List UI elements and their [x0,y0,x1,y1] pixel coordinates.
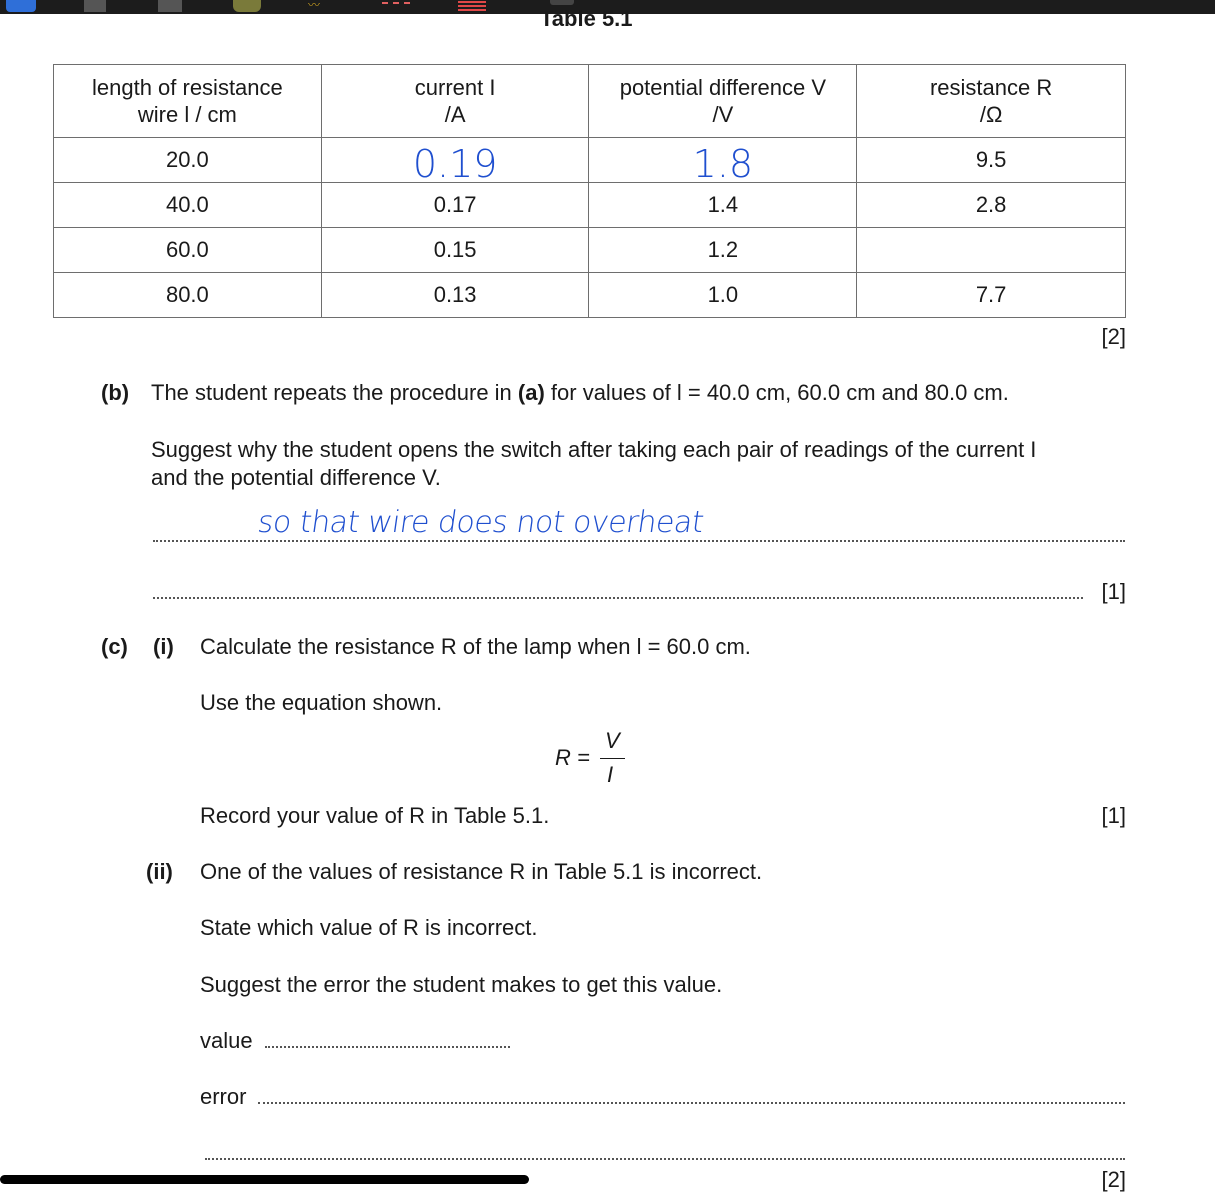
part-c-ii-label: (ii) [146,859,173,884]
cell-length: 40.0 [54,183,322,228]
table-row [54,228,1126,273]
error-answer-line[interactable] [258,1102,1125,1104]
part-c-ii-line2: State which value of R is incorrect. [200,915,538,940]
answer-line[interactable] [153,597,1083,599]
header-length: length of resistance wire l / cm [54,65,322,138]
table-row [54,183,1126,228]
handwritten-pd: 1.8 [692,142,754,186]
part-c-i-record: Record your value of R in Table 5.1. [200,803,550,828]
cell-pd: 1.4 [589,183,857,228]
part-c-label: (c) [101,634,128,659]
header-resistance: resistance R /Ω [857,65,1126,138]
part-c-ii-line1: One of the values of resistance R in Table 5.1 is incorrect. [200,859,763,884]
horizontal-scrollbar[interactable] [0,1175,529,1184]
cell-current: 0.13 [321,273,589,318]
pen-grey-icon[interactable] [158,0,182,12]
cell-current-handwritten[interactable] [321,138,589,186]
handwritten-current: 0.19 [412,142,498,186]
part-c-i-label: (i) [153,634,174,659]
results-table [53,64,1126,318]
part-b-question-line1: Suggest why the student opens the switch after taking each pair of readings of the current I [151,437,1037,462]
handwritten-answer: so that wire does not overheat [255,505,706,540]
pen-grey-icon[interactable] [84,0,106,12]
cell-pd: 1.0 [589,273,857,318]
error-answer-line[interactable] [205,1158,1125,1160]
cell-length: 80.0 [54,273,322,318]
table-row [54,138,1126,183]
cell-resistance: 2.8 [857,183,1126,228]
part-b-question-line2: and the potential difference V. [151,465,441,490]
toolbar-handle[interactable] [550,0,574,5]
cell-resistance: 9.5 [857,138,1126,183]
cell-current: 0.15 [321,228,589,273]
part-b-mark: [1] [1101,579,1126,604]
highlighter-icon[interactable] [233,0,261,12]
part-b-label: (b) [101,380,130,405]
cell-pd: 1.2 [589,228,857,273]
fraction-bar [600,758,625,759]
cell-current: 0.17 [321,183,589,228]
part-c-ii-line3: Suggest the error the student makes to get this value. [200,972,723,997]
answer-line[interactable] [153,540,1125,542]
lasso-icon[interactable]: 〰 [308,0,321,12]
part-c-i-instruction: Use the equation shown. [200,690,443,715]
cell-resistance: 7.7 [857,273,1126,318]
part-c-i-question: Calculate the resistance R of the lamp when l = 60.0 cm. [200,634,751,659]
table-header-row [54,65,1126,138]
error-label: error [200,1084,247,1109]
table-caption: Table 5.1 [540,6,633,31]
value-label: value [200,1028,253,1053]
cell-length: 60.0 [54,228,322,273]
dashed-line-icon[interactable] [382,2,410,4]
part-c-i-mark: [1] [1101,803,1126,828]
cell-pd-handwritten[interactable] [589,138,857,186]
cell-resistance-empty[interactable] [857,228,1126,273]
part-b-statement: The student repeats the procedure in (a) for values of l = 40.0 cm, 60.0 cm and 80.0 cm. [151,380,1009,405]
equation-lhs: R = [555,745,590,770]
cell-length: 20.0 [54,138,322,183]
table-mark: [2] [1101,324,1126,349]
table-row [54,273,1126,318]
pen-blue-icon[interactable] [6,0,36,12]
equation-denominator: I [607,762,614,787]
header-potential-difference: potential difference V /V [589,65,857,138]
value-answer-line[interactable] [265,1046,510,1048]
equation-numerator: V [605,728,620,753]
part-c-ii-mark: [2] [1101,1167,1126,1192]
lines-icon[interactable] [458,1,486,11]
header-current: current I /A [321,65,589,138]
